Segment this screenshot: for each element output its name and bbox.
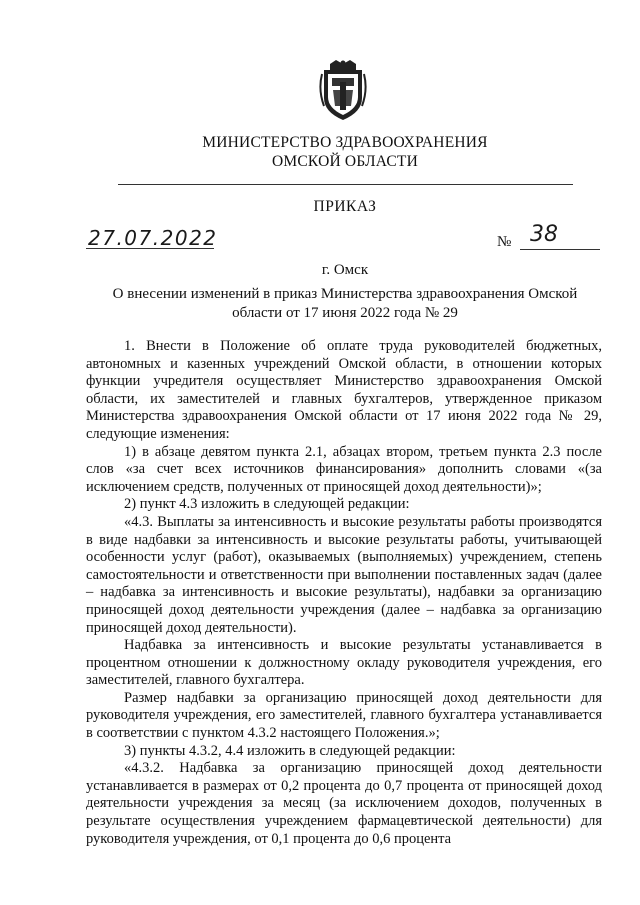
order-number-handwritten: 38	[530, 222, 558, 247]
city: г. Омск	[321, 262, 369, 278]
body-paragraph: Надбавка за интенсивность и высокие результаты устанавливается в процентном отношении к должностному окладу руководителя учреждения, его заместителей, главного бухгалтера.	[86, 637, 602, 689]
body-paragraph: 2) пункт 4.3 изложить в следующей редакции:	[124, 496, 410, 513]
order-subject	[0, 285, 640, 323]
ministry-line-2: ОМСКОЙ ОБЛАСТИ	[272, 153, 418, 170]
body-paragraph: 3) пункты 4.3.2, 4.4 изложить в следующей редакции:	[124, 742, 456, 759]
subject-line-1: О внесении изменений в приказ Министерства здравоохранения Омской	[112, 286, 578, 302]
body-paragraph: 1) в абзаце девятом пункта 2.1, абзацах втором, третьем пункта 2.3 после слов «за счет всех источников финансирования» дополнить словами «(за исключением средств, полученных от приносящей доход деятельности)»;	[86, 443, 602, 495]
ministry-line-1: МИНИСТЕРСТВО ЗДРАВООХРАНЕНИЯ	[202, 134, 488, 151]
order-body	[86, 338, 602, 848]
order-date-handwritten: 27.07.2022	[88, 226, 218, 250]
body-paragraph: Размер надбавки за организацию приносящей доход деятельности для руководителя учреждения, его заместителей, главного бухгалтера устанавливается в соответствии с пунктом 4.3.2 настоящего Положения.»;	[86, 689, 602, 742]
body-paragraph: 1. Внести в Положение об оплате труда руководителей бюджетных, автономных и казенных учреждений Омской области, в отношении которых функции учредителя осуществляет Министерство здравоохранения Омской области, их заместителей и главных бухгалтеров, утвержденное приказом Министерства здравоохранения Омской области от 17 июня 2022 года № 29, следующие изменения:	[86, 338, 602, 442]
ministry-name	[0, 133, 640, 171]
header-divider	[118, 184, 573, 185]
order-title: ПРИКАЗ	[313, 198, 377, 215]
number-underline	[520, 249, 600, 250]
subject-line-2: области от 17 июня 2022 года № 29	[232, 305, 458, 321]
coat-of-arms-icon	[318, 60, 368, 122]
body-paragraph: «4.3. Выплаты за интенсивность и высокие результаты работы производятся в виде надбавки за интенсивность и высокие результаты работы, учитывающей особенности услуг (работ), оказываемых (выполняемых) учреждением, степень самостоятельности и ответственности при выполнении поставленных задач (далее – надбавка за интенсивность и высокие результаты), надбавки за организацию приносящей доход деятельности учреждения (далее – надбавка за организацию приносящей доход деятельности).	[86, 513, 602, 636]
body-paragraph: «4.3.2. Надбавка за организацию приносящей доход деятельности устанавливается в размерах от 0,2 процента до 0,7 процента от приносящей доход деятельности учреждения за месяц (за исключением доходов, полученных в результате осуществления учреждением фармацевтической деятельности) для руководителя учреждения, от 0,1 процента до 0,6 процента	[86, 760, 602, 847]
date-underline	[86, 248, 214, 249]
number-sign: №	[497, 234, 512, 250]
